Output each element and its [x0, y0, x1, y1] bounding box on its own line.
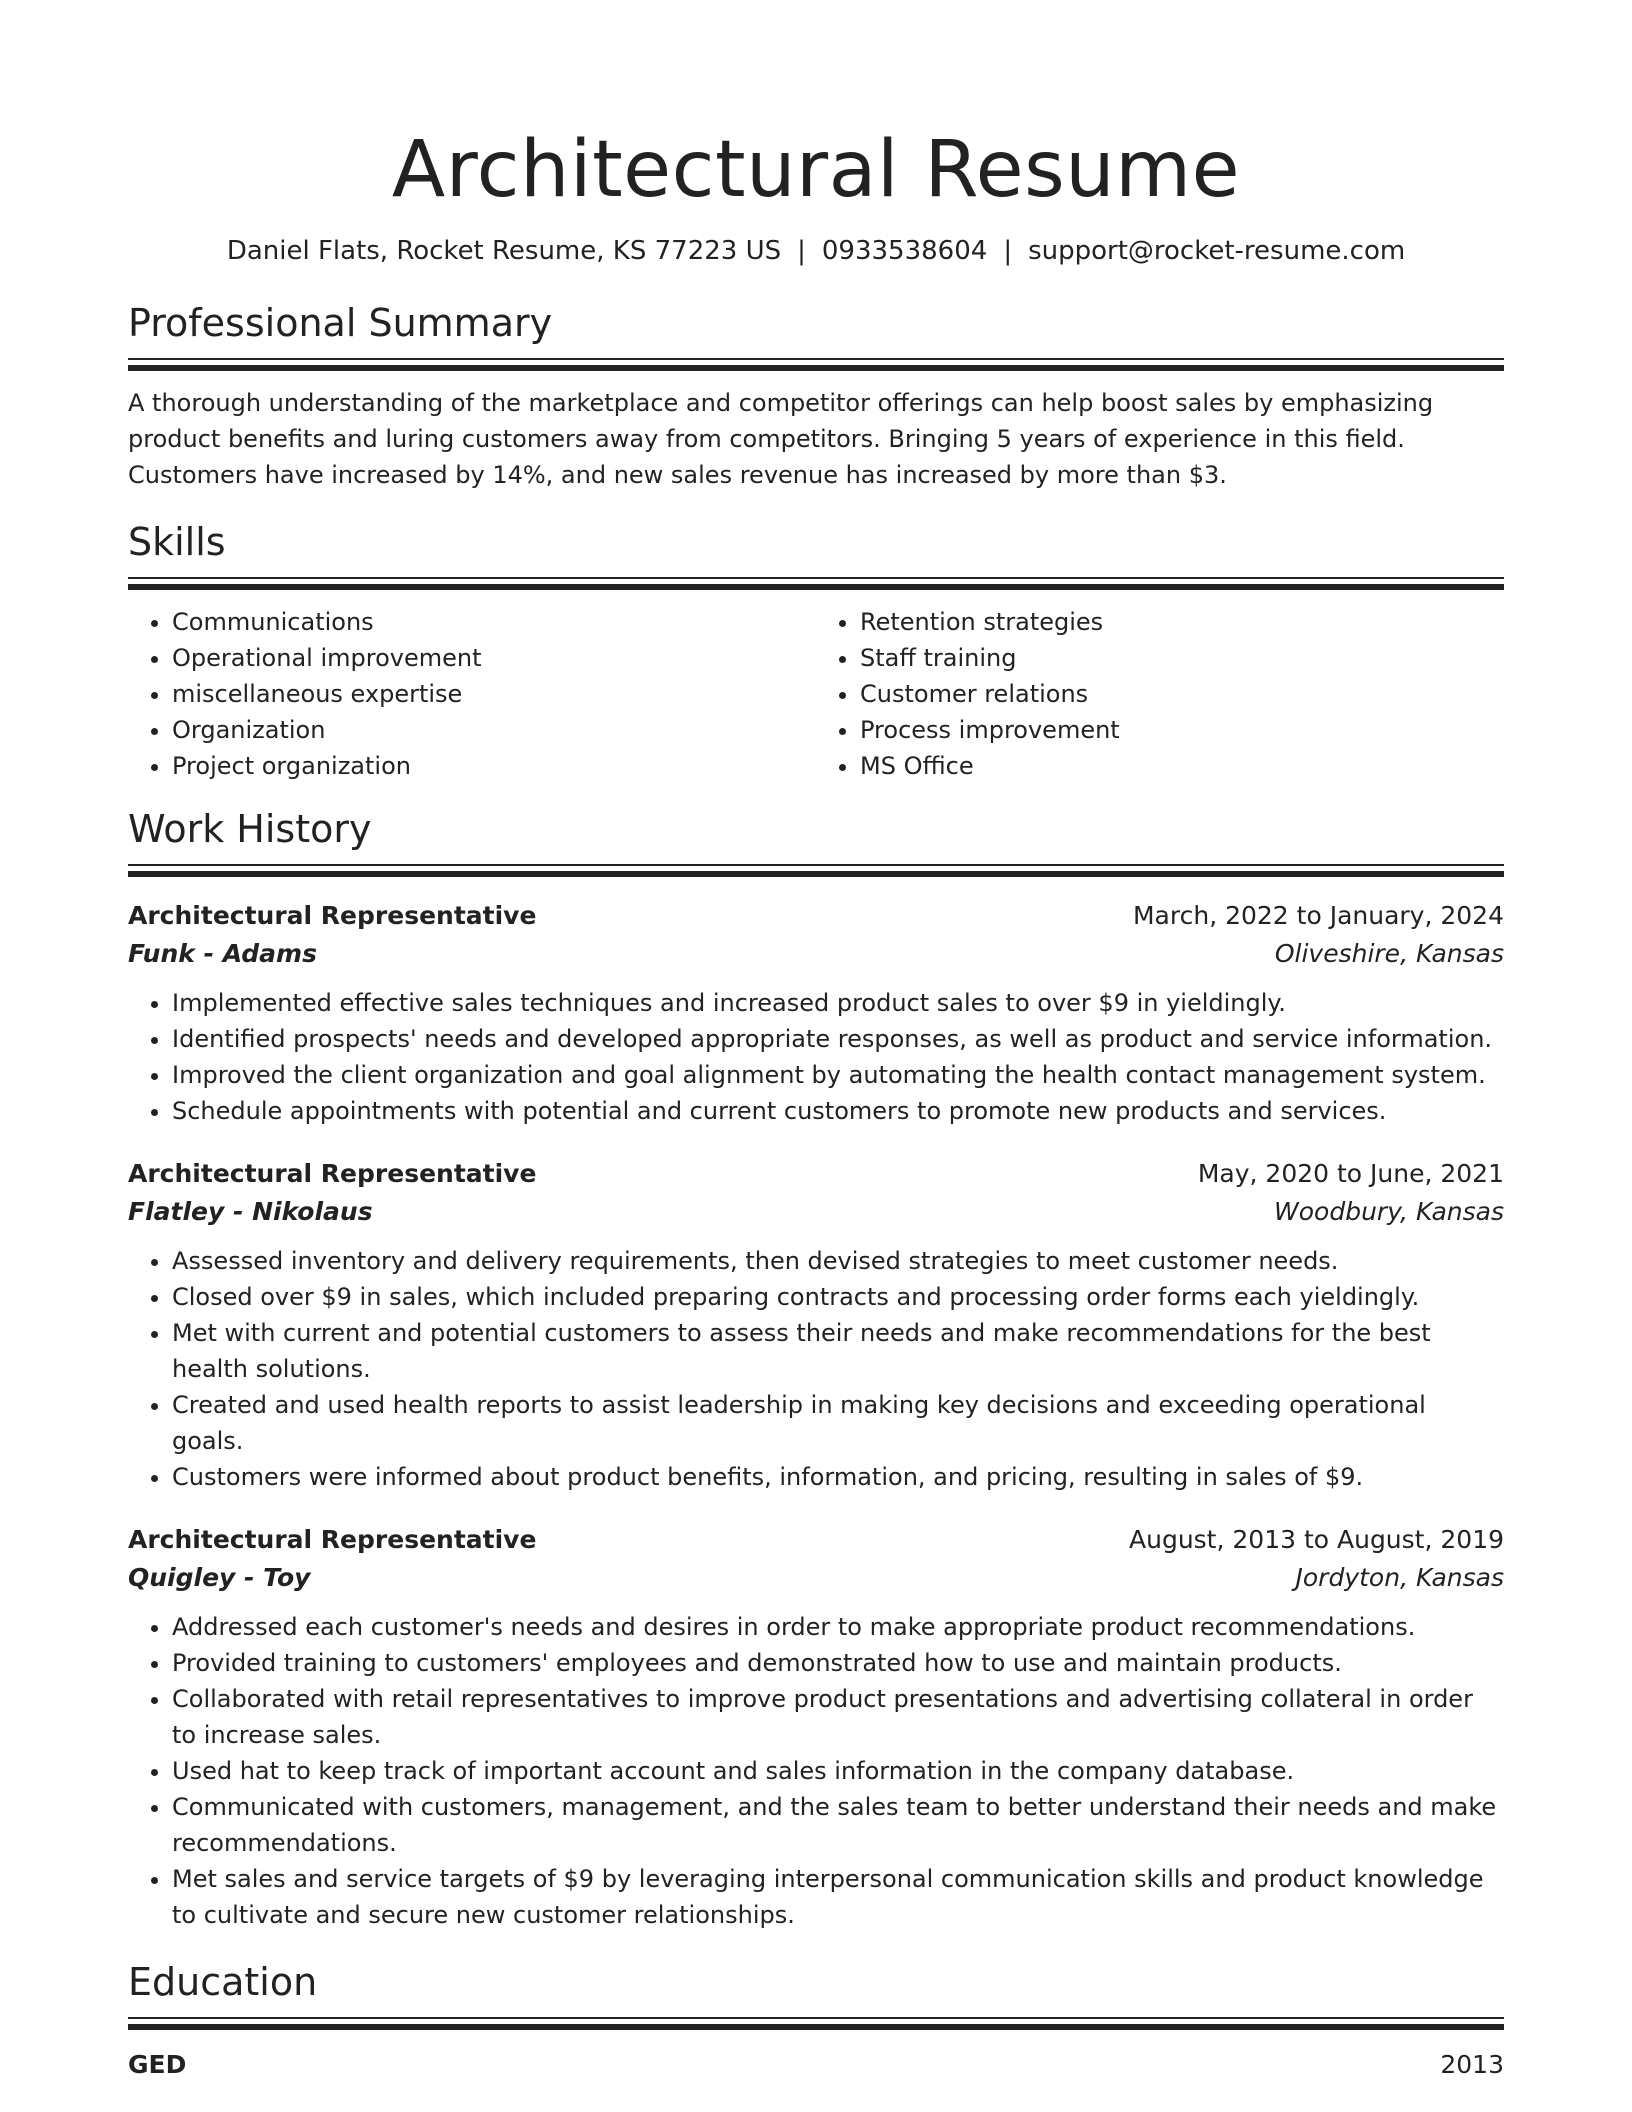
education-row	[128, 2046, 1504, 2084]
job-company-row	[128, 1193, 1504, 1231]
skill-item: • Communications	[172, 604, 816, 640]
section-heading: Education	[128, 1960, 318, 2004]
contact-separator: |	[797, 236, 806, 266]
education-degree: GED	[128, 2050, 187, 2079]
job-company: Funk - Adams	[128, 939, 317, 968]
job-location: Jordyton, Kansas	[1295, 1563, 1504, 1592]
job-header-row	[128, 1155, 1504, 1193]
job-bullet: • Communicated with customers, management, and the sales team to better understand their needs and make recommendations.	[172, 1789, 1504, 1861]
job-entry	[128, 1155, 1504, 1495]
job-bullet: • Created and used health reports to assist leadership in making key decisions and exceeding operational goals.	[172, 1387, 1504, 1459]
contact-email[interactable]: support@rocket-resume.com	[1028, 236, 1406, 266]
skill-item: • Project organization	[172, 748, 816, 784]
contact-separator: |	[1003, 236, 1013, 266]
job-dates: May, 2020 to June, 2021	[1197, 1159, 1504, 1188]
skill-item: • miscellaneous expertise	[172, 676, 816, 712]
job-bullet: • Customers were informed about product benefits, information, and pricing, resulting in sales of $9.	[172, 1459, 1504, 1495]
section-heading: Skills	[128, 520, 226, 564]
job-company: Flatley - Nikolaus	[128, 1197, 373, 1226]
job-bullet: • Addressed each customer's needs and desires in order to make appropriate product recommendations.	[172, 1609, 1504, 1645]
professional-summary-section	[128, 300, 1504, 493]
job-title: Architectural Representative	[128, 901, 537, 930]
job-entry	[128, 1521, 1504, 1933]
job-bullet: • Met with current and potential customers to assess their needs and make recommendations for the best health solutions.	[172, 1315, 1504, 1387]
skills-section	[128, 519, 1504, 784]
job-bullet: • Schedule appointments with potential and current customers to promote new products and services.	[172, 1093, 1504, 1129]
job-location: Woodbury, Kansas	[1274, 1197, 1504, 1226]
job-bullet: • Improved the client organization and goal alignment by automating the health contact management system.	[172, 1057, 1504, 1093]
education-year: 2013	[1440, 2050, 1504, 2079]
skill-item: • Organization	[172, 712, 816, 748]
job-bullets	[128, 985, 1504, 1129]
education-section	[128, 1959, 1504, 2084]
skill-item: • Process improvement	[860, 712, 1504, 748]
job-bullet: • Assessed inventory and delivery requirements, then devised strategies to meet customer needs.	[172, 1243, 1504, 1279]
job-bullets	[128, 1243, 1504, 1495]
job-dates: March, 2022 to January, 2024	[1132, 901, 1504, 930]
contact-phone: 0933538604	[821, 236, 988, 266]
job-company: Quigley - Toy	[128, 1563, 311, 1592]
resume-title: Architectural Resume	[391, 125, 1241, 215]
job-bullets	[128, 1609, 1504, 1933]
job-location: Oliveshire, Kansas	[1274, 939, 1504, 968]
job-bullet: • Closed over $9 in sales, which included preparing contracts and processing order forms each yieldingly.	[172, 1279, 1504, 1315]
section-divider	[128, 864, 1504, 877]
skills-list-left	[128, 604, 816, 784]
job-header-row	[128, 1521, 1504, 1559]
skill-item: • Operational improvement	[172, 640, 816, 676]
job-title: Architectural Representative	[128, 1159, 537, 1188]
job-company-row	[128, 1559, 1504, 1597]
skill-item: • MS Office	[860, 748, 1504, 784]
section-heading: Work History	[128, 807, 372, 851]
skill-item: • Retention strategies	[860, 604, 1504, 640]
job-dates: August, 2013 to August, 2019	[1129, 1525, 1504, 1554]
section-heading: Professional Summary	[128, 301, 553, 345]
skills-columns	[128, 604, 1504, 784]
contact-line	[128, 234, 1504, 268]
job-entry	[128, 897, 1504, 1129]
job-bullet: • Met sales and service targets of $9 by leveraging interpersonal communication skills and product knowledge to cultivate and secure new customer relationships.	[172, 1861, 1504, 1933]
section-divider	[128, 358, 1504, 371]
job-bullet: • Collaborated with retail representatives to improve product presentations and advertising collateral in order to increase sales.	[172, 1681, 1504, 1753]
job-header-row	[128, 897, 1504, 935]
section-divider	[128, 577, 1504, 590]
summary-text: A thorough understanding of the marketplace and competitor offerings can help boost sales by emphasizing product benefits and luring customers away from competitors. Bringing 5 years of experience in this field. Customers have increased by 14%, and new sales revenue has increased by more than $3.	[128, 389, 1434, 489]
job-bullet: • Provided training to customers' employees and demonstrated how to use and maintain products.	[172, 1645, 1504, 1681]
skill-item: • Staff training	[860, 640, 1504, 676]
skill-item: • Customer relations	[860, 676, 1504, 712]
work-history-section	[128, 806, 1504, 1933]
skills-list-right	[816, 604, 1504, 784]
job-company-row	[128, 935, 1504, 973]
job-bullet: • Used hat to keep track of important account and sales information in the company database.	[172, 1753, 1504, 1789]
job-bullet: • Implemented effective sales techniques and increased product sales to over $9 in yieldingly.	[172, 985, 1504, 1021]
section-divider	[128, 2017, 1504, 2030]
job-bullet: • Identified prospects' needs and developed appropriate responses, as well as product and service information.	[172, 1021, 1504, 1057]
job-title: Architectural Representative	[128, 1525, 537, 1554]
contact-address: Daniel Flats, Rocket Resume, KS 77223 US	[226, 236, 782, 266]
